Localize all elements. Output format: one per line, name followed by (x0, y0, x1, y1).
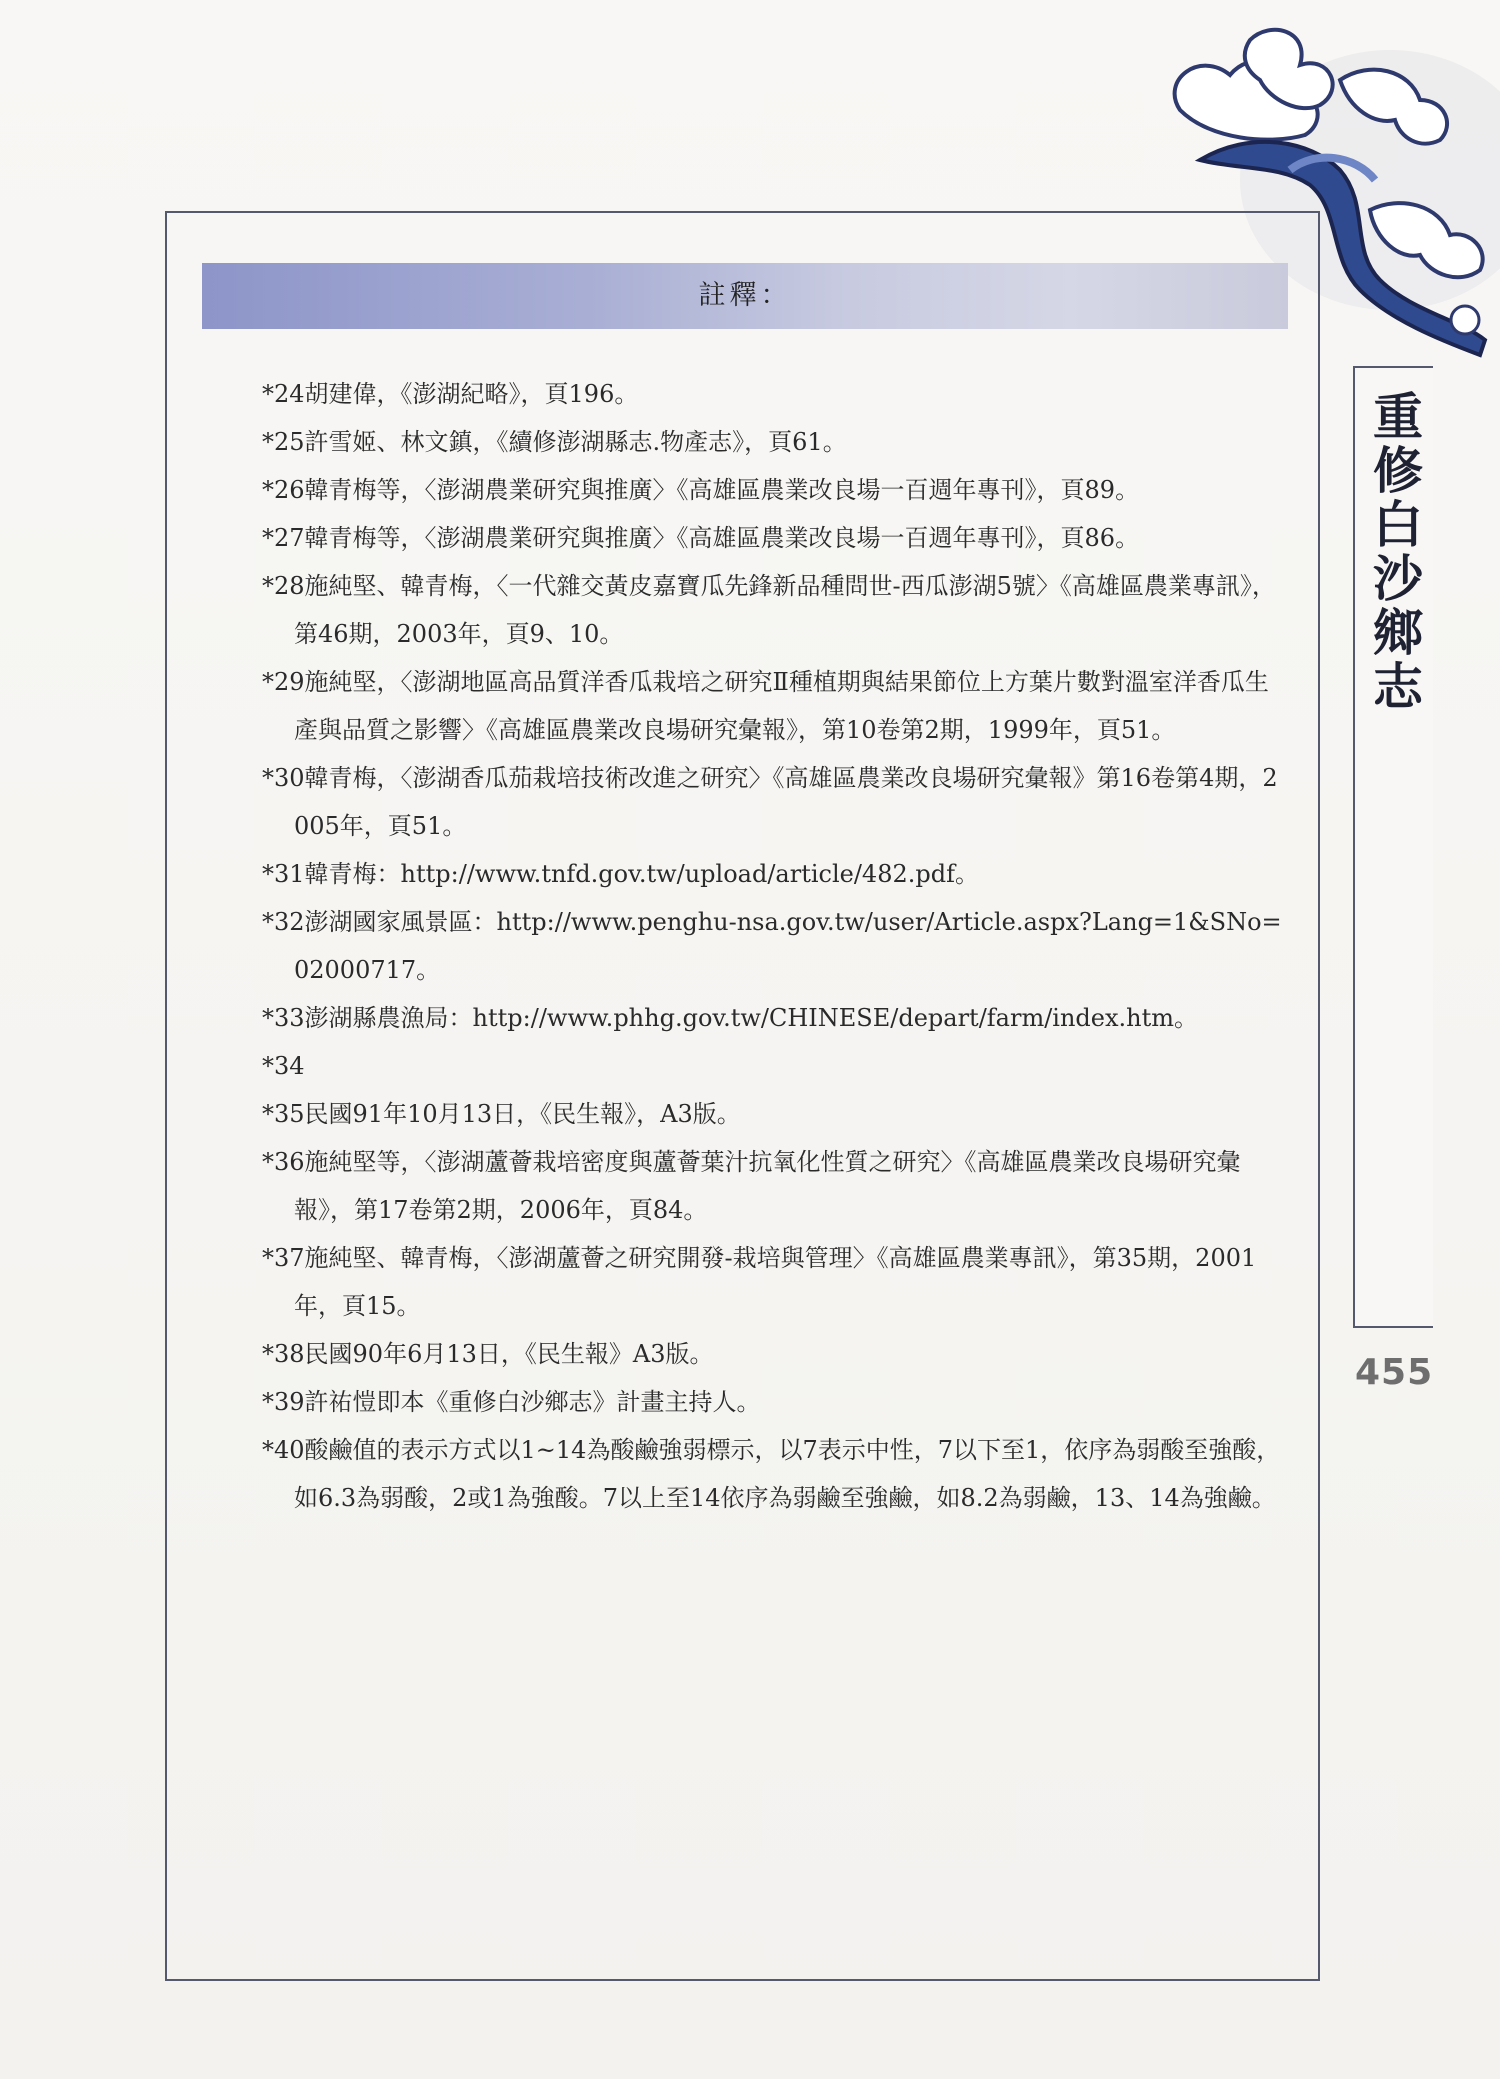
note-36: *36施純堅等，〈澎湖蘆薈栽培密度與蘆薈葉汁抗氧化性質之研究〉《高雄區農業改良場研究彙報》，第17卷第2期，2006年，頁84。 (262, 1148, 1241, 1224)
note-38: *38民國90年6月13日，《民生報》A3版。 (262, 1340, 714, 1368)
note-34: *34 (262, 1052, 305, 1080)
note-35: *35民國91年10月13日，《民生報》，A3版。 (262, 1100, 741, 1128)
note-26: *26韓青梅等，〈澎湖農業研究與推廣〉《高雄區農業改良場一百週年專刊》，頁89。 (262, 476, 1140, 504)
note-31: *31韓青梅：http://www.tnfd.gov.tw/upload/article/482.pdf。 (262, 860, 979, 888)
note-37: *37施純堅、韓青梅，〈澎湖蘆薈之研究開發-栽培與管理〉《高雄區農業專訊》，第35期，2001年，頁15。 (262, 1244, 1257, 1320)
note-25: *25許雪姬、林文鎮，《續修澎湖縣志.物產志》，頁61。 (262, 428, 847, 456)
note-40: *40酸鹼值的表示方式以1~14為酸鹼強弱標示，以7表示中性，7以下至1，依序為弱酸至強酸，如6.3為弱酸，2或1為強酸。7以上至14依序為弱鹼至強鹼，如8.2為弱鹼，13、14為強鹼。 (262, 1436, 1281, 1512)
notes-header-banner (202, 263, 1288, 329)
note-39: *39許祐愷即本《重修白沙鄉志》計畫主持人。 (262, 1388, 761, 1416)
note-24: *24胡建偉，《澎湖紀略》，頁196。 (262, 380, 639, 408)
side-tab (1353, 366, 1433, 1328)
book-title-vertical: 重修白沙鄉志 (1365, 390, 1424, 714)
note-29: *29施純堅，〈澎湖地區高品質洋香瓜栽培之研究Ⅱ種植期與結果節位上方葉片數對溫室洋香瓜生產與品質之影響〉《高雄區農業改良場研究彙報》，第10卷第2期，1999年，頁51。 (262, 668, 1269, 744)
page-number: 455 (1355, 1352, 1434, 1393)
note-28: *28施純堅、韓青梅，〈一代雜交黃皮嘉寶瓜先鋒新品種問世-西瓜澎湖5號〉《高雄區農業專訊》，第46期，2003年，頁9、10。 (262, 572, 1276, 648)
note-30: *30韓青梅，〈澎湖香瓜茄栽培技術改進之研究〉《高雄區農業改良場研究彙報》第16卷第4期，2005年，頁51。 (262, 764, 1278, 840)
notes-title: 註釋： (698, 280, 792, 311)
note-33: *33澎湖縣農漁局：http://www.phhg.gov.tw/CHINESE/depart/farm/index.htm。 (262, 1004, 1199, 1032)
note-32: *32澎湖國家風景區：http://www.penghu-nsa.gov.tw/user/Article.aspx?Lang=1&SNo=02000717。 (262, 908, 1282, 984)
note-27: *27韓青梅等，〈澎湖農業研究與推廣〉《高雄區農業改良場一百週年專刊》，頁86。 (262, 524, 1140, 552)
notes-list (262, 370, 1284, 1522)
